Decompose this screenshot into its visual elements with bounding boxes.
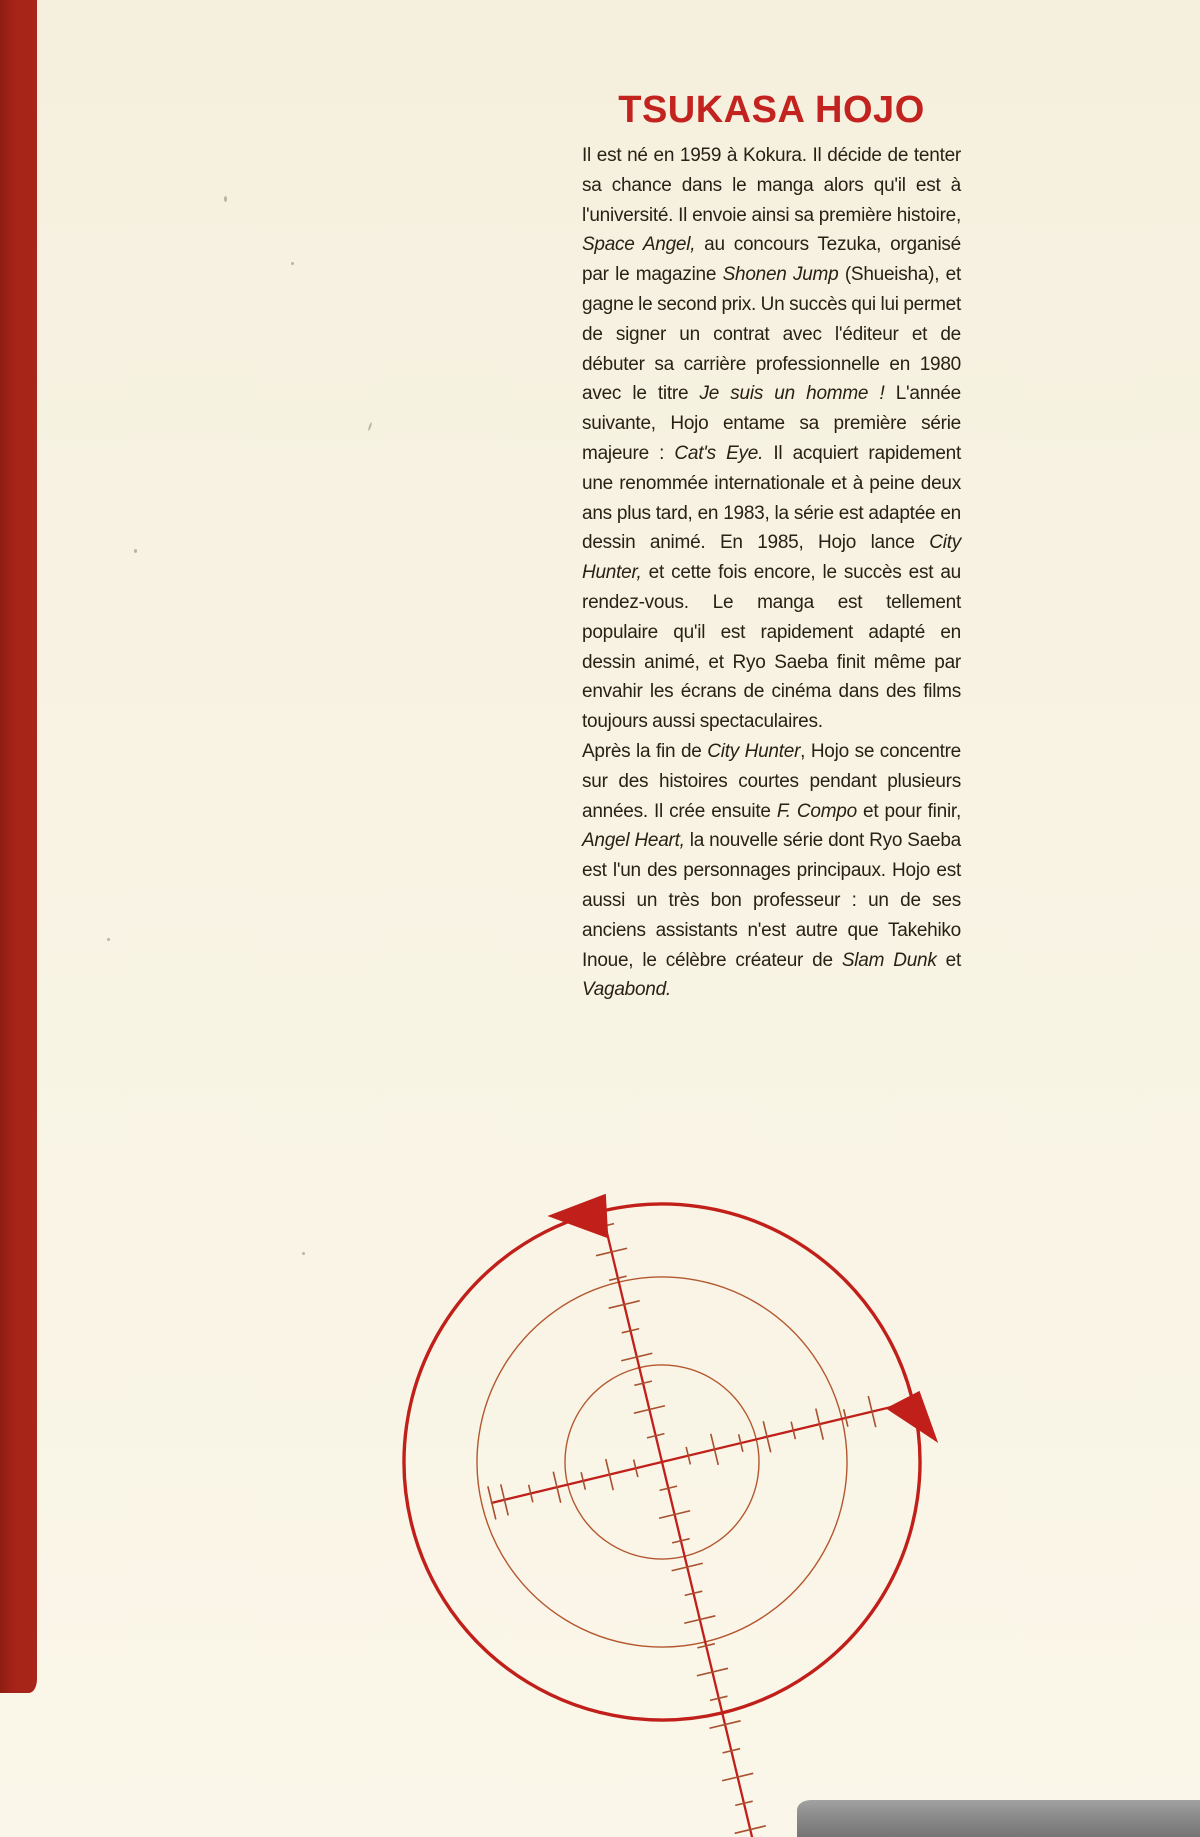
scan-speck (302, 1252, 305, 1255)
scan-speck (224, 196, 227, 202)
top-marker-triangle (546, 1194, 617, 1251)
paragraph: Il est né en 1959 à Kokura. Il décide de tenter sa chance dans le manga alors qu'il est à l'université. Il envoie ainsi sa première histoire, Space Angel, au concours Tezuka, organisé par le magazine Shonen Jump (Shueisha), et gagne le second prix. Un succès qui lui permet de signer un contrat avec l'éditeur et de débuter sa carrière professionnelle en 1980 avec le titre Je suis un homme ! L'année suivante, Hojo entame sa première série majeure : Cat's Eye. Il acquiert rapidement une renommée internationale et à peine deux ans plus tard, en 1983, la série est adaptée en dessin animé. En 1985, Hojo lance City Hunter, et cette fois encore, le succès est au rendez-vous. Le manga est tellement populaire qu'il est rapidement adapté en dessin animé, et Ryo Saeba finit même par envahir les écrans de cinéma dans des films toujours aussi spectaculaires. (582, 145, 962, 733)
article-body (582, 141, 961, 1005)
right-marker-triangle (884, 1390, 939, 1454)
scan-speck (134, 549, 137, 553)
reticle-group (347, 1132, 1028, 1837)
inner-circle (545, 1345, 779, 1579)
paragraph: Après la fin de City Hunter, Hojo se concentre sur des histoires courtes pendant plusieurs années. Il crée ensuite F. Compo et pour finir, Angel Heart, la nouvelle série dont Ryo Saeba est l'un des personnages principaux. Hojo est aussi un très bon professeur : un de ses anciens assistants n'est autre que Takehiko Inoue, le célèbre créateur de Slam Dunk et Vagabond. (582, 740, 961, 1001)
scan-speck (368, 422, 373, 431)
middle-circle (439, 1239, 885, 1685)
outer-circle (351, 1151, 973, 1773)
scan-speck (291, 262, 294, 265)
bottom-scan-edge (797, 1800, 1200, 1837)
crosshair-vertical-line (602, 1211, 763, 1837)
crosshair-horizontal-line (492, 1402, 913, 1503)
scan-speck (107, 938, 110, 941)
page-title: TSUKASA HOJO (618, 89, 925, 132)
left-red-stripe (0, 0, 37, 1693)
tick-marks (435, 1175, 960, 1837)
